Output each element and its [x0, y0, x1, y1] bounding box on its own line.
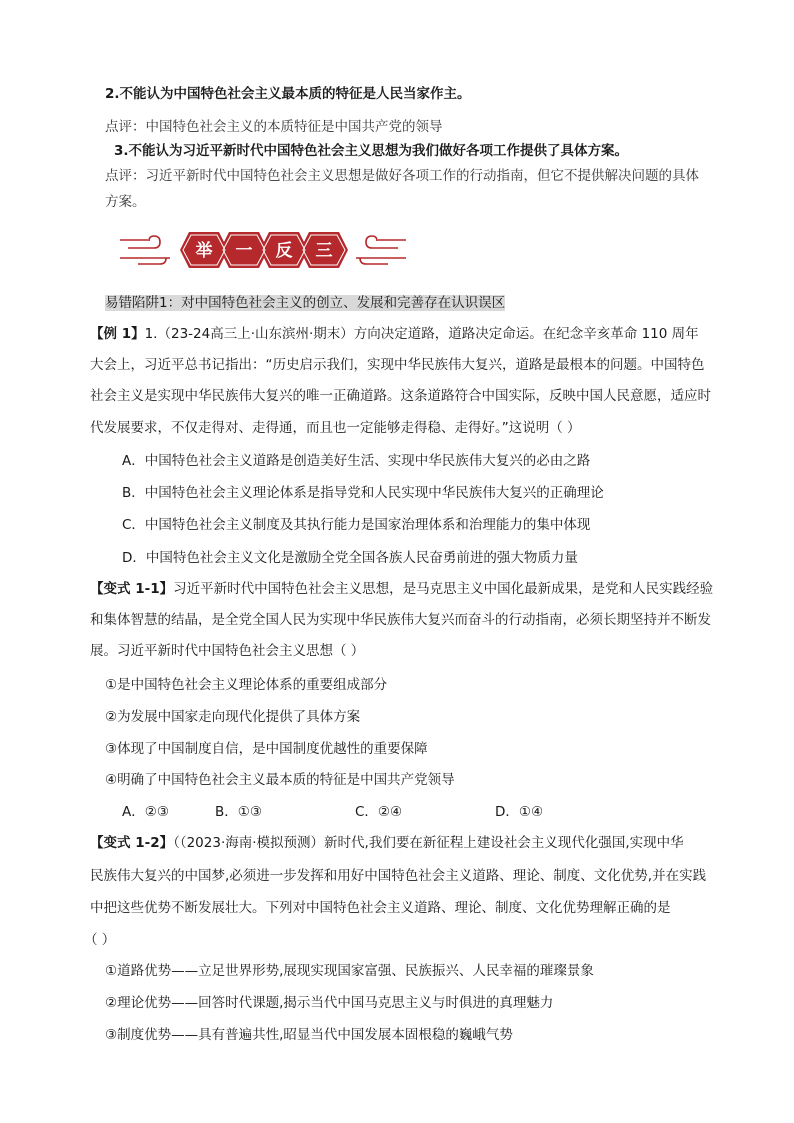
example-1-line4: 代发展要求，不仅走得对、走得通，而且也一定能够走得稳、走得好。”这说明（ ）	[90, 420, 581, 436]
variant-1-1-line3: 展。习近平新时代中国特色社会主义思想（ ）	[90, 643, 365, 659]
banner-char-4: 三	[315, 241, 333, 261]
variant-1-2-line2: 民族伟大复兴的中国梦,必须进一步发挥和用好中国特色社会主义道路、理论、制度、文化优势,并在实践	[90, 868, 707, 884]
banner-left-ornament	[120, 236, 170, 264]
variant-1-1-choice-b: B．①③	[215, 804, 262, 820]
variant-1-1-label: 【变式 1-1】	[90, 581, 174, 597]
variant-1-1-item-4: ④明确了中国特色社会主义最本质的特征是中国共产党领导	[105, 772, 455, 788]
note-3: 3.不能认为习近平新时代中国特色社会主义思想为我们做好各项工作提供了具体方案。	[114, 143, 629, 159]
example-1-option-b: B．中国特色社会主义理论体系是指导党和人民实现中华民族伟大复兴的正确理论	[122, 485, 604, 501]
example-1-option-d: D．中国特色社会主义文化是激励全党全国各族人民奋勇前进的强大物质力量	[122, 550, 578, 566]
note-3-comment-line2: 方案。	[105, 194, 146, 210]
example-1-option-a: A．中国特色社会主义道路是创造美好生活、实现中华民族伟大复兴的必由之路	[122, 453, 591, 469]
note-2-comment: 点评：中国特色社会主义的本质特征是中国共产党的领导	[105, 119, 443, 135]
example-1-option-c: C．中国特色社会主义制度及其执行能力是国家治理体系和治理能力的集中体现	[122, 517, 591, 533]
variant-1-2-label: 【变式 1-2】	[90, 835, 174, 851]
variant-1-2-line1: 【变式 1-2】（（2023·海南·模拟预测）新时代,我们要在新征程上建设社会主义现代化强国,实现中华	[90, 835, 684, 851]
variant-1-2-item-2: ②理论优势——回答时代课题,揭示当代中国马克思主义与时俱进的真理魅力	[105, 995, 554, 1011]
banner-char-2: 一	[235, 241, 253, 261]
example-1-line3: 社会主义是实现中华民族伟大复兴的唯一正确道路。这条道路符合中国实际，反映中国人民意愿，适应时	[90, 388, 711, 404]
variant-1-1-item-1: ①是中国特色社会主义理论体系的重要组成部分	[105, 677, 388, 693]
banner-right-ornament	[356, 236, 406, 264]
variant-1-1-line2: 和集体智慧的结晶，是全党全国人民为实现中华民族伟大复兴而奋斗的行动指南，必须长期坚持并不断发	[90, 612, 711, 628]
trap-text: 1：对中国特色社会主义的创立、发展和完善存在认识误区	[159, 295, 506, 311]
trap-tag: 易错陷阱	[105, 295, 159, 311]
variant-1-1-choice-d: D．①④	[495, 804, 544, 820]
note-3-comment-line1: 点评：习近平新时代中国特色社会主义思想是做好各项工作的行动指南，但它不提供解决问题的具体	[105, 168, 699, 184]
variant-1-2-item-1: ①道路优势——立足世界形势,展现实现国家富强、民族振兴、人民幸福的璀璨景象	[105, 963, 594, 979]
banner-char-1: 举	[195, 241, 213, 261]
variant-1-2-item-3: ③制度优势——具有普遍共性,昭显当代中国发展本固根稳的巍峨气势	[105, 1027, 513, 1043]
variant-1-1-item-3: ③体现了中国制度自信，是中国制度优越性的重要保障	[105, 741, 428, 757]
example-1-label: 【例 1】	[90, 326, 145, 342]
example-1-line2: 大会上，习近平总书记指出：“历史启示我们，实现中华民族伟大复兴，道路是最根本的问题。中国特色	[90, 357, 705, 373]
variant-1-1-choice-a: A．②③	[122, 804, 169, 820]
variant-1-1-item-2: ②为发展中国家走向现代化提供了具体方案	[105, 709, 361, 725]
trap-heading	[105, 293, 505, 313]
variant-1-1-line1: 【变式 1-1】习近平新时代中国特色社会主义思想，是马克思主义中国化最新成果，是党和人民实践经验	[90, 581, 714, 597]
variant-1-2-line4: （ ）	[84, 932, 116, 948]
banner-jyfs	[118, 228, 408, 272]
banner-char-3: 反	[275, 241, 293, 261]
example-1-line1: 【例 1】1.（23-24高三上·山东滨州·期末）方向决定道路，道路决定命运。在纪念辛亥革命 110 周年	[90, 326, 699, 342]
note-2: 2.不能认为中国特色社会主义最本质的特征是人民当家作主。	[105, 86, 471, 102]
variant-1-2-line3: 中把这些优势不断发展壮大。下列对中国特色社会主义道路、理论、制度、文化优势理解正确的是	[90, 900, 671, 916]
variant-1-1-choice-c: C．②④	[355, 804, 403, 820]
